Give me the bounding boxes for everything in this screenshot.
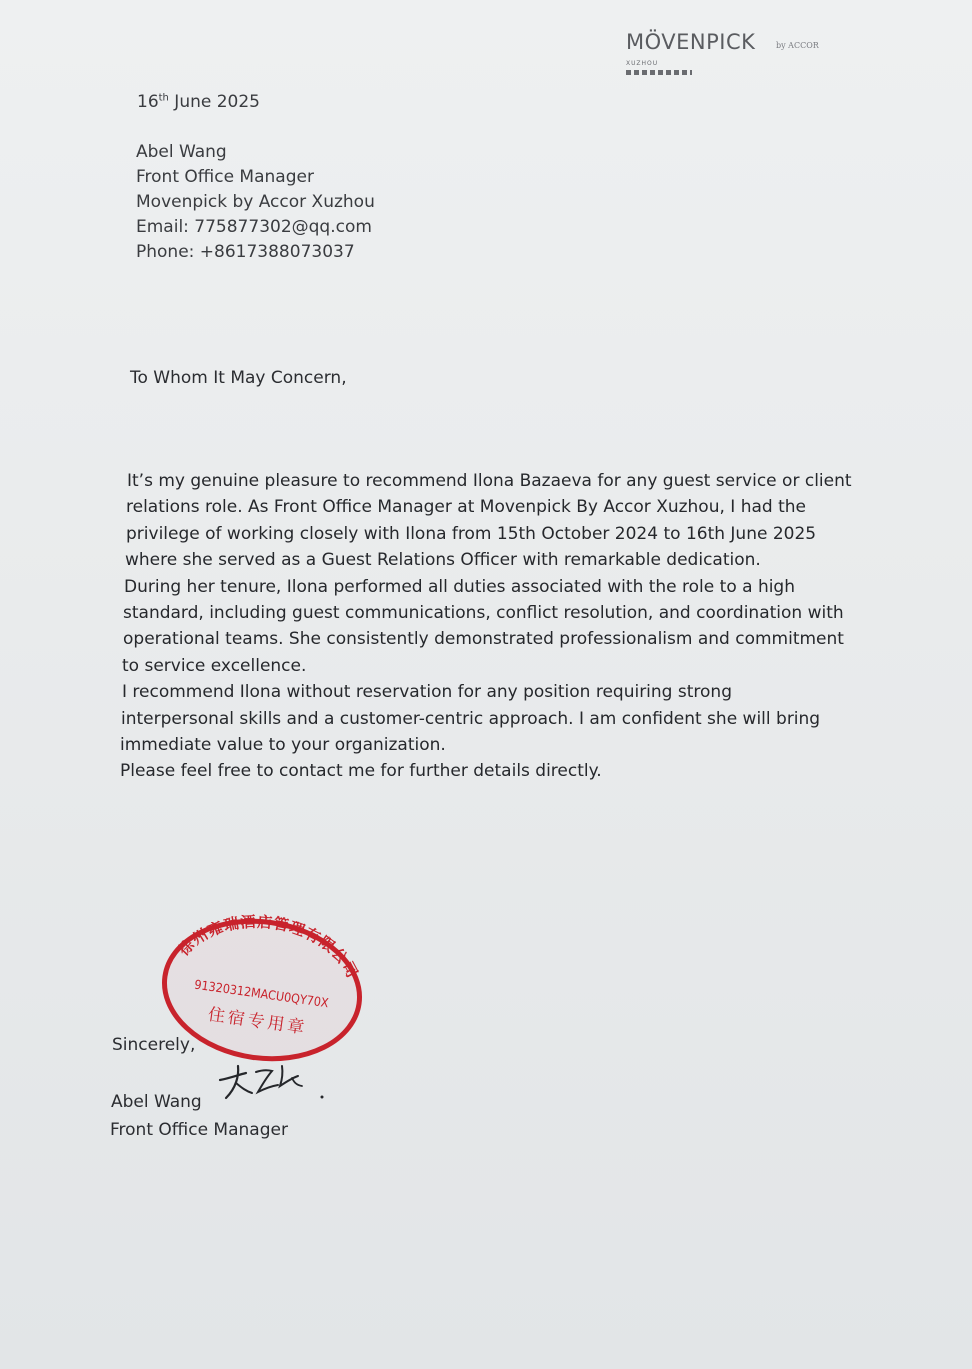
body-line: privilege of working closely with Ilona from 15th October 2024 to 16th June 2025 [126,523,817,544]
logo-brand: MÖVENPICK [626,30,756,54]
body-line: relations role. As Front Office Manager at Movenpick By Accor Xuzhou, I had the [126,497,806,518]
handwritten-signature [212,1058,332,1108]
date-suffix: th [158,92,169,104]
sender-name: Abel Wang [136,142,227,162]
body-line: where she served as a Guest Relations Officer with remarkable dedication. [125,550,761,571]
body-line: interpersonal skills and a customer-centric approach. I am confident she will bring [121,708,821,729]
body-line: I recommend Ilona without reservation for any position requiring strong [122,682,732,703]
logo-chinese-subtitle [626,70,692,75]
company-seal-stamp [155,910,370,1070]
hotel-logo [626,30,836,82]
sender-block [136,140,375,265]
date-month-year: June 2025 [168,92,260,112]
letter-body [120,468,852,785]
sender-email: Email: 775877302@qq.com [136,217,372,237]
salutation: To Whom It May Concern, [130,368,347,388]
body-line: standard, including guest communications, conflict resolution, and coordination with [123,602,844,623]
sender-company: Movenpick by Accor Xuzhou [136,192,375,212]
sender-title: Front Office Manager [136,167,314,187]
signer-title: Front Office Manager [110,1120,288,1140]
logo-by-accor: by ACCOR [776,41,819,50]
body-line: to service excellence. [122,655,307,676]
letter-date [137,90,260,115]
logo-city: XUZHOU [626,60,659,67]
body-line: Please feel free to contact me for further details directly. [120,761,602,782]
date-day: 16 [137,92,159,112]
body-line: operational teams. She consistently demonstrated professionalism and commitment [123,629,844,650]
signer-name: Abel Wang [111,1092,202,1112]
sender-phone: Phone: +8617388073037 [136,242,355,262]
body-line: It’s my genuine pleasure to recommend Ilona Bazaeva for any guest service or client [127,471,852,491]
body-line: During her tenure, Ilona performed all duties associated with the role to a high [124,576,796,597]
stamp-registration-code: 91320312MACU0QY70X [193,976,330,1011]
body-line: immediate value to your organization. [120,734,446,755]
stamp-purpose: 住宿专用章 [206,1004,309,1039]
closing-sincerely: Sincerely, [112,1035,196,1055]
stamp-company-name: 徐州雍瑞酒店管理有限公司 [174,912,362,982]
